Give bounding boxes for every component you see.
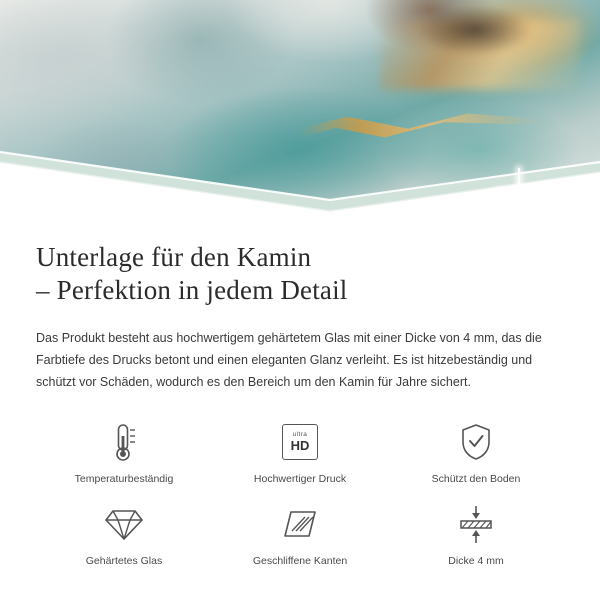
feature-item-thickness bbox=[388, 501, 564, 567]
hero-image bbox=[0, 0, 600, 215]
thermometer-icon bbox=[104, 419, 144, 465]
feature-label: Temperaturbeständig bbox=[74, 473, 174, 485]
feature-item-temperature bbox=[36, 419, 212, 485]
ultra-hd-badge-main: HD bbox=[290, 438, 310, 454]
feature-label: Hochwertiger Druck bbox=[253, 473, 347, 485]
headline-line-1: Unterlage für den Kamin bbox=[36, 242, 312, 272]
content-area bbox=[0, 241, 600, 567]
feature-item-tempered-glass bbox=[36, 501, 212, 567]
shield-check-icon bbox=[456, 419, 496, 465]
feature-label: Schützt den Boden bbox=[431, 473, 521, 485]
ultra-hd-badge-top: ultra bbox=[292, 430, 308, 438]
feature-label: Geschliffene Kanten bbox=[252, 555, 348, 567]
polished-edges-icon bbox=[279, 501, 321, 547]
diamond-icon bbox=[102, 501, 146, 547]
headline-line-2: – Perfektion in jedem Detail bbox=[36, 275, 348, 305]
feature-label: Dicke 4 mm bbox=[448, 555, 504, 567]
dark-smoke-blotch bbox=[400, 0, 550, 60]
feature-grid bbox=[36, 419, 564, 567]
feature-item-print-quality bbox=[212, 419, 388, 485]
thickness-icon bbox=[455, 501, 497, 547]
feature-item-polished-edges bbox=[212, 501, 388, 567]
feature-label: Gehärtetes Glas bbox=[85, 555, 163, 567]
description-paragraph: Das Produkt besteht aus hochwertigem gehärtetem Glas mit einer Dicke von 4 mm, das die Farbtiefe des Drucks betont und einen eleganten Glanz verleiht. Es ist hitzebeständig und schützt vor Schäden, wodurch es den Bereich um den Kamin für Jahre sichert. bbox=[36, 331, 542, 389]
feature-item-floor-protection bbox=[388, 419, 564, 485]
page-title bbox=[36, 241, 564, 307]
ultra-hd-icon bbox=[282, 419, 318, 465]
